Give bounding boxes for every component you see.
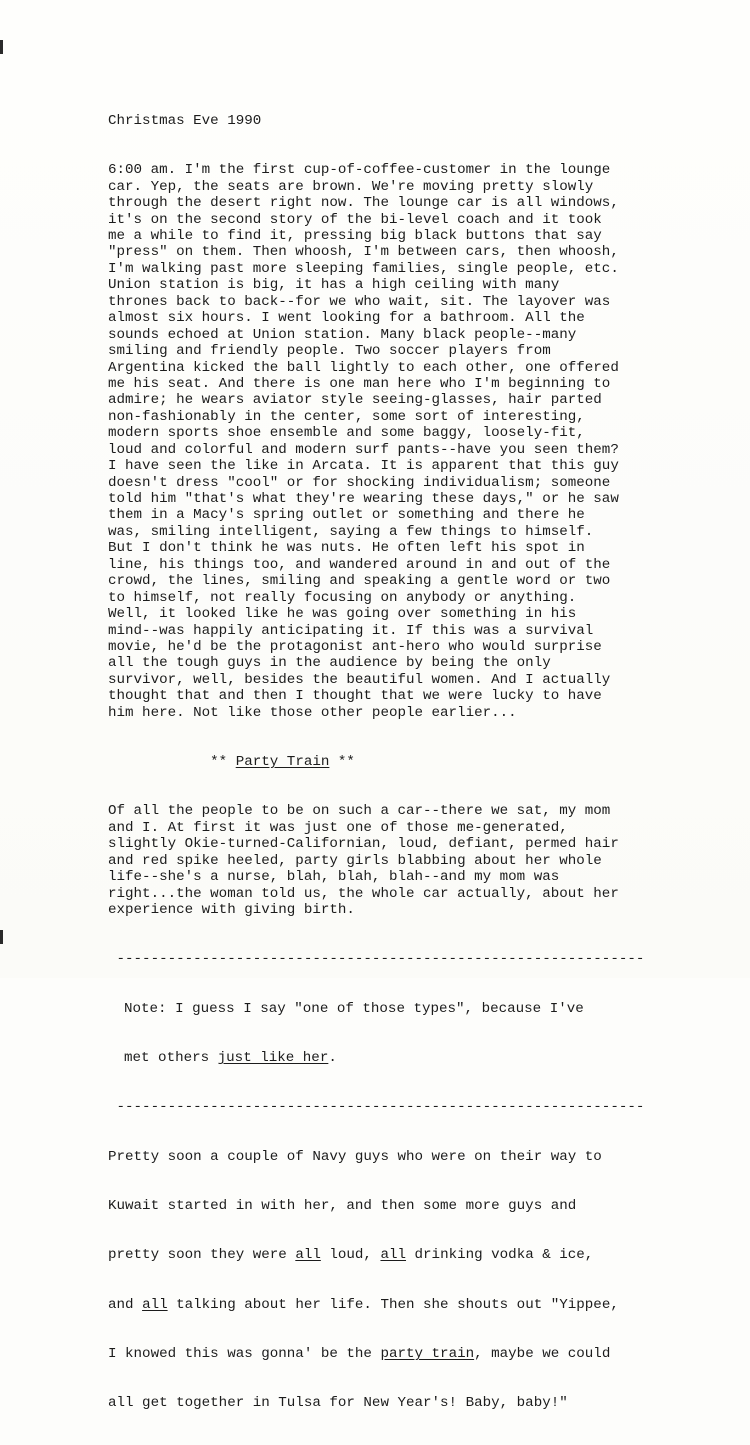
underlined-all-3: all [142, 1296, 168, 1313]
paragraph-3-line-1: Pretty soon a couple of Navy guys who were on their way to [108, 1148, 602, 1165]
paragraph-3-line-3: pretty soon they were all loud, all drinking vodka & ice, [108, 1247, 594, 1264]
paragraph-3-line-6: all get together in Tulsa for New Year's! Baby, baby!" [108, 1395, 568, 1412]
paragraph-1-line-21: told him "that's what they're wearing these days," or he saw [108, 491, 619, 507]
paragraph-1-line-26: crowd, the lines, smiling and speaking a gentle word or two [108, 573, 611, 590]
paragraph-1-line-17: modern sports shoe ensemble and some baggy, loosely-fit, [108, 425, 585, 442]
paragraph-1-line-6: "press" on them. Then whoosh, I'm between cars, then whoosh, [108, 244, 619, 261]
document-heading: Christmas Eve 1990 [108, 112, 262, 129]
paragraph-1-line-10: almost six hours. I went looking for a bathroom. All the [108, 310, 585, 327]
paragraph-1-line-16: non-fashionably in the center, some sort of interesting, [108, 408, 585, 425]
paragraph-2-line-5: life--she's a nurse, blah, blah, blah--and my mom was [108, 869, 560, 886]
paragraph-1-line-27: to himself, not really focusing on anybody or anything. [108, 589, 577, 606]
divider-bottom: -------------------------------------------------------------- [108, 1099, 645, 1116]
paragraph-1-line-7: I'm walking past more sleeping families, single people, etc. [108, 260, 619, 277]
section-heading: ** Party Train ** [108, 754, 355, 771]
typed-text-block [108, 80, 738, 1445]
paragraph-3-line-5: I knowed this was gonna' be the party train, maybe we could [108, 1346, 611, 1363]
paragraph-1-line-11: sounds echoed at Union station. Many black people--many [108, 326, 577, 343]
paragraph-1-line-14: me his seat. And there is one man here who I'm beginning to [108, 375, 611, 392]
paragraph-1-line-30: movie, he'd be the protagonist ant-hero who would surprise [108, 638, 602, 655]
paragraph-2-line-3: slightly Okie-turned-Californian, loud, defiant, permed hair [108, 836, 619, 853]
paragraph-1-line-3: through the desert right now. The lounge car is all windows, [108, 195, 619, 212]
paragraph-1-line-25: line, his things too, and wandered around in and out of the [108, 556, 611, 573]
paragraph-1-line-15: admire; he wears aviator style seeing-glasses, hair parted [108, 392, 602, 409]
paragraph-1-line-1: 6:00 am. I'm the first cup-of-coffee-customer in the lounge [108, 162, 611, 179]
paragraph-1-line-22: them in a Macy's spring outlet or something and there he [108, 507, 585, 524]
paragraph-1-line-24: But I don't think he was nuts. He often left his spot in [108, 540, 585, 557]
paragraph-1-line-33: thought that and then I thought that we were lucky to have [108, 688, 602, 705]
paragraph-1-line-13: Argentina kicked the ball lightly to each other, one offered [108, 359, 619, 376]
paragraph-2-line-2: and I. At first it was just one of those me-generated, [108, 819, 568, 836]
paragraph-1-line-29: mind--was happily anticipating it. If this was a survival [108, 622, 594, 639]
paragraph-2-line-1: Of all the people to be on such a car--there we sat, my mom [108, 803, 611, 820]
paragraph-1-line-9: thrones back to back--for we who wait, sit. The layover was [108, 293, 611, 310]
paragraph-1-line-18: loud and colorful and modern surf pants--have you seen them? [108, 441, 619, 458]
paragraph-1-line-12: smiling and friendly people. Two soccer players from [108, 343, 551, 360]
underlined-all-1: all [295, 1247, 321, 1264]
paragraph-1-line-20: doesn't dress "cool" or for shocking individualism; someone [108, 474, 611, 491]
paragraph-2-line-4: and red spike heeled, party girls blabbing about her whole [108, 852, 602, 869]
paragraph-1-line-34: him here. Not like those other people earlier... [108, 704, 517, 721]
note-line-1: Note: I guess I say "one of those types", because I've [124, 1000, 584, 1017]
underlined-all-2: all [380, 1247, 407, 1264]
left-edge-mark-bottom [0, 930, 3, 944]
paragraph-party-train [108, 803, 738, 918]
note-line-2: met others just like her. [124, 1050, 337, 1067]
paragraph-layover [108, 162, 738, 721]
paragraph-1-line-28: Well, it looked like he was going over something in his [108, 606, 577, 623]
paragraph-1-line-4: it's on the second story of the bi-level coach and it took [108, 211, 602, 228]
paragraph-3-line-4: and all talking about her life. Then she shouts out "Yippee, [108, 1296, 619, 1313]
section-title: Party Train [235, 754, 330, 771]
divider-top: -------------------------------------------------------------- [108, 951, 645, 968]
note-underlined: just like her [217, 1050, 329, 1067]
paragraph-1-line-31: all the tough guys in the audience by being the only [108, 655, 551, 672]
left-edge-mark-top [0, 40, 3, 54]
paragraph-1-line-2: car. Yep, the seats are brown. We're moving pretty slowly [108, 178, 594, 195]
underlined-party-train: party train [380, 1346, 475, 1363]
paragraph-1-line-23: was, smiling intelligent, saying a few things to himself. [108, 523, 594, 540]
paragraph-2-line-7: experience with giving birth. [108, 902, 355, 918]
paragraph-3-line-2: Kuwait started in with her, and then some more guys and [108, 1198, 577, 1215]
paragraph-1-line-32: survivor, well, besides the beautiful women. And I actually [108, 671, 611, 688]
paragraph-1-line-5: me a while to find it, pressing big black buttons that say [108, 228, 602, 244]
paragraph-1-line-19: I have seen the like in Arcata. It is apparent that this guy [108, 458, 619, 475]
paragraph-1-line-8: Union station is big, it has a high ceiling with many [108, 277, 560, 294]
paragraph-2-line-6: right...the woman told us, the whole car actually, about her [108, 885, 619, 902]
